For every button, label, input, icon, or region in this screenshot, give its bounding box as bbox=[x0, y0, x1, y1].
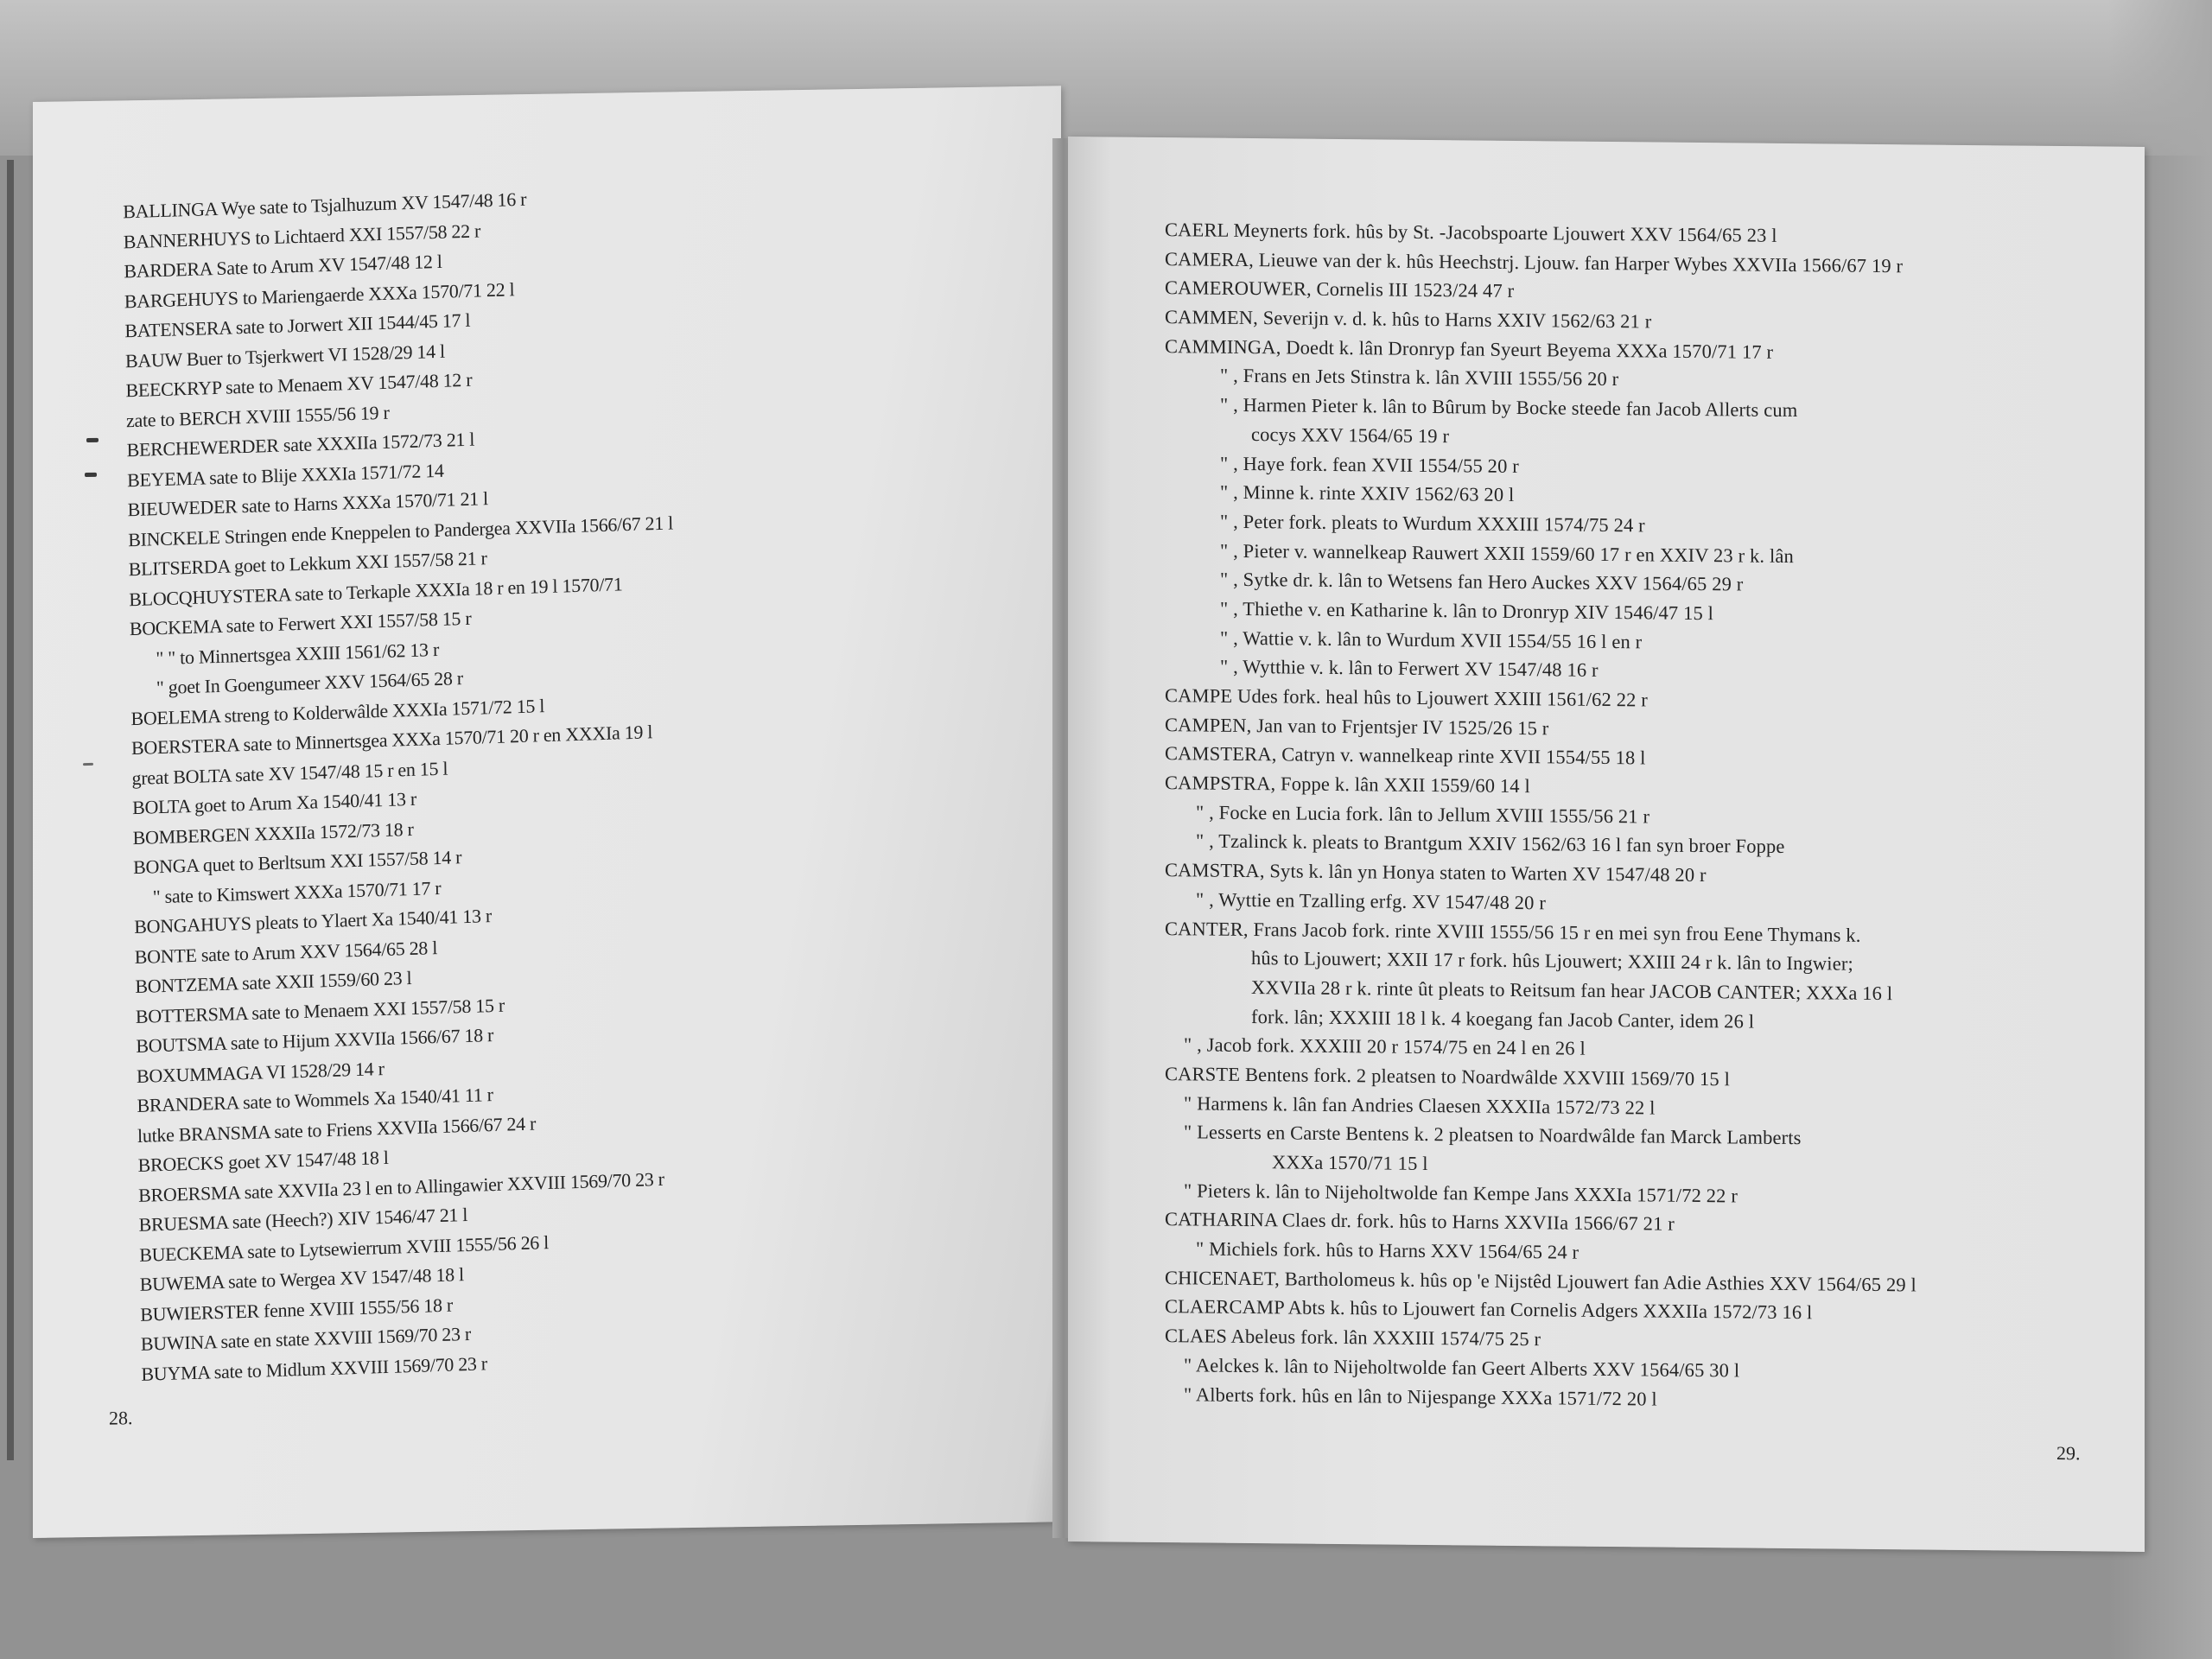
index-entry: " sate to Kimswert XXXa 1570/71 17 r bbox=[152, 876, 442, 907]
index-entry: BONGA quet to Berltsum XXI 1557/58 14 r bbox=[132, 846, 462, 879]
index-entry: BRUESMA sate (Heech?) XIV 1546/47 21 l bbox=[138, 1203, 468, 1236]
index-entry: CLAERCAMP Abts k. hûs to Ljouwert fan Cornelis Adgers XXXIIa 1572/73 16 l bbox=[1165, 1295, 1813, 1324]
index-entry: lutke BRANSMA sate to Friens XXVIIa 1566/67 24 r bbox=[137, 1111, 537, 1147]
index-entry: BINCKELE Stringen ende Kneppelen to Pandergea XXVIIa 1566/67 21 l bbox=[128, 511, 674, 550]
index-entry: " , Jacob fork. XXXIII 20 r 1574/75 en 24 l en 26 l bbox=[1184, 1033, 1586, 1059]
index-entry: CAMEROUWER, Cornelis III 1523/24 47 r bbox=[1165, 276, 1515, 302]
index-entry: fork. lân; XXXIII 18 l k. 4 koegang fan Jacob Canter, idem 26 l bbox=[1251, 1005, 1755, 1033]
index-entry: BLITSERDA goet to Lekkum XXI 1557/58 21 r bbox=[128, 547, 487, 581]
page-number: 29. bbox=[2056, 1441, 2081, 1465]
index-entry: BONTZEMA sate XXII 1559/60 23 l bbox=[135, 966, 412, 998]
index-entry: BERCHEWERDER sate XXXIIa 1572/73 21 l bbox=[126, 428, 475, 461]
index-entry: " , Sytke dr. k. lân to Wetsens fan Hero Auckes XXV 1564/65 29 r bbox=[1220, 568, 1744, 595]
index-entry: CAMMEN, Severijn v. d. k. hûs to Harns XXIV 1562/63 21 r bbox=[1165, 306, 1652, 333]
index-entry: " , Wyttie en Tzalling erfg. XV 1547/48 20 r bbox=[1196, 888, 1546, 914]
index-entry: CAMMINGA, Doedt k. lân Dronryp fan Syeurt Beyema XXXa 1570/71 17 r bbox=[1165, 334, 1774, 363]
index-entry: CLAES Abeleus fork. lân XXXIII 1574/75 25 r bbox=[1165, 1325, 1541, 1351]
index-entry: " , Focke en Lucia fork. lân to Jellum XVIII 1555/56 21 r bbox=[1196, 801, 1650, 828]
index-entry: BUYMA sate to Midlum XXVIII 1569/70 23 r bbox=[141, 1351, 488, 1385]
index-entry: BONGAHUYS pleats to Ylaert Xa 1540/41 13 r bbox=[134, 905, 493, 938]
index-entry: CAMPSTRA, Foppe k. lân XXII 1559/60 14 l bbox=[1165, 772, 1530, 798]
index-entry: BALLINGA Wye sate to Tsjalhuzum XV 1547/48 16 r bbox=[123, 188, 527, 223]
index-entry: CHICENAET, Bartholomeus k. hûs op 'e Nijstêd Ljouwert fan Adie Asthies XXV 1564/65 29 l bbox=[1165, 1266, 1916, 1296]
index-entry: " , Peter fork. pleats to Wurdum XXXIII 1574/75 24 r bbox=[1220, 510, 1645, 537]
index-entry: BOCKEMA sate to Ferwert XXI 1557/58 15 r bbox=[129, 607, 472, 640]
index-entry: CAMPEN, Jan van to Frjentsjer IV 1525/26 15 r bbox=[1165, 713, 1549, 740]
index-entry: " , Wattie v. k. lân to Wurdum XVII 1554/55 16 l en r bbox=[1220, 626, 1643, 653]
index-entry: CATHARINA Claes dr. fork. hûs to Harns XXVIIa 1566/67 21 r bbox=[1165, 1208, 1675, 1236]
index-entry: CAMPE Udes fork. heal hûs to Ljouwert XXIII 1561/62 22 r bbox=[1165, 684, 1648, 711]
index-entry: " goet In Goengumeer XXV 1564/65 28 r bbox=[156, 667, 464, 699]
index-entry: XXVIIa 28 r k. rinte ût pleats to Reitsum fan hear JACOB CANTER; XXXa 16 l bbox=[1251, 976, 1893, 1005]
index-entry: BROECKS goet XV 1547/48 18 l bbox=[137, 1146, 389, 1176]
index-entry: " Aelckes k. lân to Nijeholtwolde fan Geert Alberts XXV 1564/65 30 l bbox=[1184, 1354, 1740, 1382]
index-entry: " , Minne k. rinte XXIV 1562/63 20 l bbox=[1220, 480, 1515, 506]
index-entry: BEECKRYP sate to Menaem XV 1547/48 12 r bbox=[125, 368, 473, 402]
right-page-entries bbox=[1165, 215, 2124, 1418]
index-entry: BOLTA goet to Arum Xa 1540/41 13 r bbox=[131, 787, 417, 819]
index-entry: BANNERHUYS to Lichtaerd XXI 1557/58 22 r bbox=[123, 219, 481, 252]
index-entry: " " to Minnertsgea XXIII 1561/62 13 r bbox=[156, 638, 440, 669]
index-entry: BUWIERSTER fenne XVIII 1555/56 18 r bbox=[140, 1294, 454, 1325]
index-entry: CAMERA, Lieuwe van der k. hûs Heechstrj. Ljouw. fan Harper Wybes XXVIIa 1566/67 19 r bbox=[1165, 247, 1904, 276]
right-page bbox=[1068, 137, 2145, 1552]
index-entry: BUWEMA sate to Wergea XV 1547/48 18 l bbox=[139, 1263, 465, 1295]
index-entry: " Michiels fork. hûs to Harns XXV 1564/65 24 r bbox=[1196, 1237, 1580, 1263]
index-entry: BUECKEMA sate to Lytsewierrum XVIII 1555/56 26 l bbox=[139, 1230, 550, 1266]
index-entry: BROERSMA sate XXVIIa 23 l en to Allingawier XXVIII 1569/70 23 r bbox=[137, 1167, 664, 1206]
index-entry: BOUTSMA sate to Hijum XXVIIa 1566/67 18 r bbox=[136, 1024, 494, 1057]
index-entry: CAMSTERA, Catryn v. wannelkeap rinte XVII 1554/55 18 l bbox=[1165, 742, 1646, 769]
index-entry: BOERSTERA sate to Minnertsgea XXXa 1570/71 20 r en XXXIa 19 l bbox=[130, 721, 653, 760]
index-entry: BLOCQHUYSTERA sate to Terkaple XXXIa 18 r en 19 l 1570/71 bbox=[129, 572, 623, 610]
index-entry: " Pieters k. lân to Nijeholtwolde fan Kempe Jans XXXIa 1571/72 22 r bbox=[1184, 1179, 1738, 1207]
left-page-entries bbox=[123, 168, 1061, 1389]
index-entry: XXXa 1570/71 15 l bbox=[1272, 1151, 1428, 1174]
index-entry: " , Harmen Pieter k. lân to Bûrum by Bocke steede fan Jacob Allerts cum bbox=[1220, 393, 1798, 422]
index-entry: " , Pieter v. wannelkeap Rauwert XXII 1559/60 17 r en XXIV 23 r k. lân bbox=[1220, 539, 1794, 567]
index-entry: BOELEMA streng to Kolderwâlde XXXIa 1571/72 15 l bbox=[130, 694, 545, 729]
margin-mark bbox=[83, 763, 93, 766]
index-entry: BOXUMMAGA VI 1528/29 14 r bbox=[136, 1057, 385, 1087]
index-entry: BARGEHUYS to Mariengaerde XXXa 1570/71 22 l bbox=[124, 277, 515, 312]
index-entry: cocys XXV 1564/65 19 r bbox=[1251, 423, 1450, 448]
index-entry: BUWINA sate en state XXVIII 1569/70 23 r bbox=[140, 1322, 472, 1355]
book-edge bbox=[7, 160, 14, 1460]
margin-mark bbox=[85, 473, 97, 477]
index-entry: CAMSTRA, Syts k. lân yn Honya staten to Warten XV 1547/48 20 r bbox=[1165, 859, 1707, 887]
index-entry: " Alberts fork. hûs en lân to Nijespange XXXa 1571/72 20 l bbox=[1184, 1382, 1657, 1410]
page-number: 28. bbox=[109, 1407, 133, 1429]
index-entry: BRANDERA sate to Wommels Xa 1540/41 11 r bbox=[137, 1084, 493, 1116]
index-entry: zate to BERCH XVIII 1555/56 19 r bbox=[125, 401, 390, 431]
index-entry: BAUW Buer to Tsjerkwert VI 1528/29 14 l bbox=[124, 340, 446, 372]
index-entry: hûs to Ljouwert; XXII 17 r fork. hûs Ljouwert; XXIII 24 r k. lân to Ingwier; bbox=[1251, 947, 1853, 975]
index-entry: " , Thiethe v. en Katharine k. lân to Dronryp XIV 1546/47 15 l bbox=[1220, 597, 1714, 625]
margin-mark bbox=[86, 438, 99, 442]
index-entry: BARDERA Sate to Arum XV 1547/48 12 l bbox=[124, 250, 442, 283]
left-page bbox=[33, 86, 1061, 1538]
index-entry: BOMBERGEN XXXIIa 1572/73 18 r bbox=[132, 817, 414, 849]
index-entry: CANTER, Frans Jacob fork. rinte XVIII 1555/56 15 r en mei syn frou Eene Thymans k. bbox=[1165, 917, 1861, 946]
index-entry: great BOLTA sate XV 1547/48 15 r en 15 l bbox=[131, 757, 448, 789]
index-entry: " Lesserts en Carste Bentens k. 2 pleatsen to Noardwâlde fan Marck Lamberts bbox=[1184, 1121, 1802, 1149]
index-entry: BONTE sate to Arum XXV 1564/65 28 l bbox=[134, 936, 438, 968]
index-entry: CAERL Meynerts fork. hûs by St. -Jacobspoarte Ljouwert XXV 1564/65 23 l bbox=[1165, 219, 1777, 246]
index-entry: " , Wytthie v. k. lân to Ferwert XV 1547/48 16 r bbox=[1220, 656, 1599, 682]
index-entry: " , Frans en Jets Stinstra k. lân XVIII 1555/56 20 r bbox=[1220, 365, 1619, 391]
index-entry: BIEUWEDER sate to Harns XXXa 1570/71 21 l bbox=[127, 487, 489, 521]
index-entry: " Harmens k. lân fan Andries Claesen XXXIIa 1572/73 22 l bbox=[1184, 1091, 1656, 1119]
index-entry: BEYEMA sate to Blije XXXIa 1571/72 14 bbox=[126, 459, 444, 491]
index-entry: CARSTE Bentens fork. 2 pleatsen to Noardwâlde XXVIII 1569/70 15 l bbox=[1165, 1063, 1731, 1090]
index-entry: BOTTERSMA sate to Menaem XXI 1557/58 15 r bbox=[135, 994, 505, 1027]
index-entry: " , Tzalinck k. pleats to Brantgum XXIV 1562/63 16 l fan syn broer Foppe bbox=[1196, 830, 1785, 858]
index-entry: BATENSERA sate to Jorwert XII 1544/45 17 l bbox=[124, 308, 471, 342]
index-entry: " , Haye fork. fean XVII 1554/55 20 r bbox=[1220, 452, 1519, 477]
